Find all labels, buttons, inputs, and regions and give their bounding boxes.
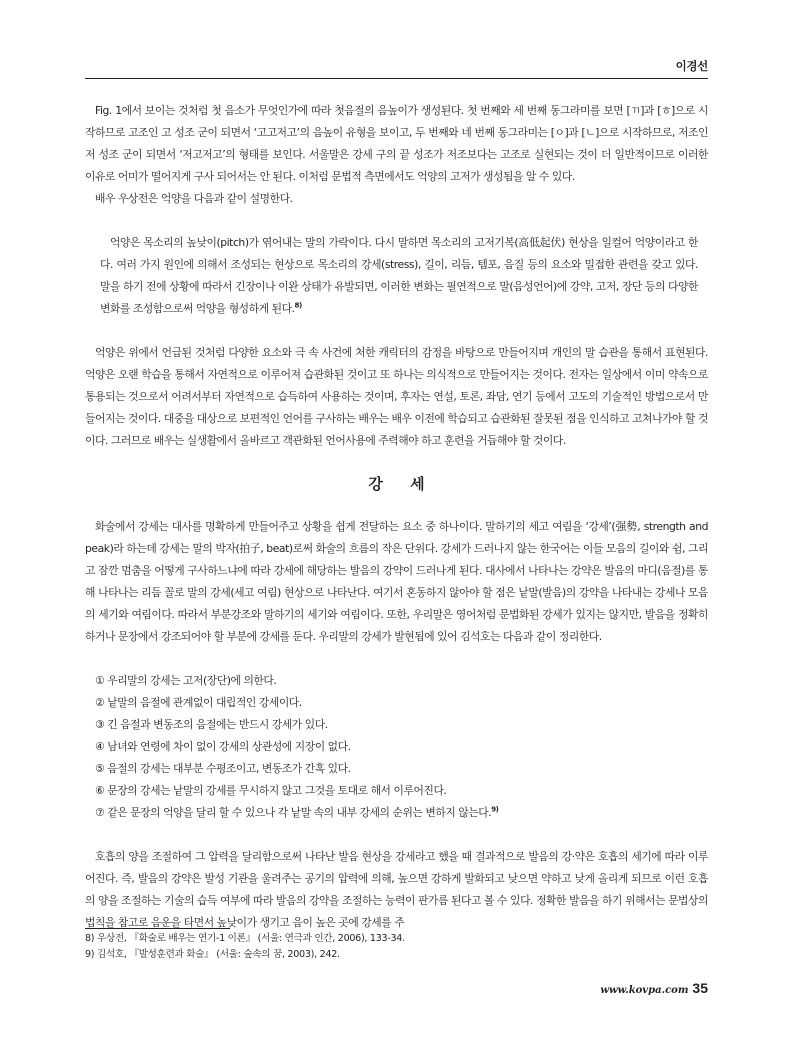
body-paragraph: 호흡의 양을 조절하여 그 압력을 달리함으로써 나타난 발음 현상을 강세라고 했을 때 결과적으로 발음의 강·약은 호흡의 세기에 따라 이루어진다. 즉, 발음의 강약은 발성 기관을 울려주는 공기의 압력에 의해, 높으면 강하게 발화되고 낮으면 약하고 낮게 올리게 되므로 이런 호흡의 양을 조절하는 기술의 습득 여부에 따라 발음의 강약을 조절하는 능력이 판가름 된다고 볼 수 있다. 정확한 발음을 하기 위해서는 문법상의 법칙을 참고로 음운을 타면서 높낮이가 생기고 음이 높은 곳에 강세를 주 xyxy=(85,850,708,929)
body-paragraph: 억양은 위에서 언급된 것처럼 다양한 요소와 극 속 사건에 처한 캐릭터의 감정을 바탕으로 만들어지며 개인의 말 습관을 통해서 표현된다. 억양은 오랜 학습을 통해서 자연적으로 이루어져 습관화된 것이고 또 하나는 의식적으로 만들어지는 것이다. 전자는 일상에서 이미 약속으로 통용되는 것으로서 어려서부터 자연적으로 습득하여 사용하는 것이며, 후자는 연설, 토론, 좌담, 연기 등에서 고도의 기술적인 방법으로서 만들어지는 것이다. 대중을 대상으로 보편적인 언어를 구사하는 배우는 배우 이전에 학습되고 습관화된 잘못된 점을 인식하고 고쳐나가야 할 것이다. 그러므로 배우는 실생활에서 올바르고 객관화된 언어사용에 주력해야 하고 훈련을 거듭해야 할 것이다. xyxy=(85,346,708,447)
numbered-list xyxy=(85,670,708,824)
article-body xyxy=(85,100,708,934)
list-item xyxy=(95,802,708,824)
section-title: 강 세 xyxy=(368,475,425,493)
header-author: 이경선 xyxy=(675,59,708,73)
body-paragraph: Fig. 1에서 보이는 것처럼 첫 음소가 무엇인가에 따라 첫음절의 음높이가 생성된다. 첫 번째와 세 번째 동그라미를 보면 [ㄲ]과 [ㅎ]으로 시작하므로 고조인 고 성조 군이 되면서 ‘고고저고’의 음높이 유형을 보이고, 두 번째와 네 번째 동그라미는 [ㅇ]과 [ㄴ]으로 시작하므로, 저조인 저 성조 군이 되면서 ‘저고저고’의 형태를 보인다. 서울말은 강세 구의 끝 성조가 저조보다는 고조로 실현되는 것이 더 일반적이므로 이러한 이유로 어미가 떨어지게 구사 되어서는 안 된다. 이처럼 문법적 측면에서도 억양의 고저가 생성됨을 알 수 있다. xyxy=(85,104,708,183)
block-quote xyxy=(85,232,708,320)
list-item: ① 우리말의 강세는 고저(장단)에 의한다. xyxy=(95,674,277,687)
list-item: ④ 남녀와 연령에 차이 없이 강세의 상관성에 지장이 없다. xyxy=(95,740,351,753)
footnote-ref: 9) xyxy=(491,805,499,814)
footnote-ref: 8) xyxy=(294,301,302,310)
footer-url: www.kovpa.com xyxy=(600,985,689,996)
list-item: ② 낱말의 음절에 관계없이 대립적인 강세이다. xyxy=(95,696,302,709)
body-paragraph: 배우 우상전은 억양을 다음과 같이 설명한다. xyxy=(95,192,293,205)
page-number: 35 xyxy=(692,980,708,996)
list-item: ③ 긴 음절과 변동조의 음절에는 반드시 강세가 있다. xyxy=(95,718,328,731)
footnote-rule xyxy=(85,928,230,929)
footnote: 8) 우상전, 『화술로 배우는 연기-1 이론』 (서울: 연극과 인간, 2006), 133-34. xyxy=(85,933,405,944)
quote-text: 억양은 목소리의 높낮이(pitch)가 엮어내는 말의 가락이다. 다시 말하면 목소리의 고저기복(高低起伏) 현상을 일컬어 억양이라고 한다. 여러 가지 원인에 의해서 조성되는 현상으로 목소리의 강세(stress), 길이, 리듬, 템포, 음질 등의 요소와 밀접한 관련을 갖고 있다. 말을 하기 전에 상황에 따라서 긴장이나 이완 상태가 유발되면, 이러한 변화는 필연적으로 말(음성언어)에 강약, 고저, 장단 등의 다양한 변화를 조성함으로써 억양을 형성하게 된다. xyxy=(100,236,698,315)
list-item-text: ⑦ 같은 문장의 억양을 달리 할 수 있으나 각 낱말 속의 내부 강세의 순위는 변하지 않는다. xyxy=(95,806,492,819)
footnotes xyxy=(85,928,708,963)
running-header xyxy=(85,56,708,79)
body-paragraph: 화술에서 강세는 대사를 명확하게 만들어주고 상황을 쉽게 전달하는 요소 중 하나이다. 말하기의 세고 여림을 ‘강세’(强勢, strength and peak)라 하는데 강세는 말의 박자(拍子, beat)로써 화술의 흐름의 작은 단위다. 강세가 드러나지 않는 한국어는 이들 모음의 길이와 쉼, 그리고 잠깐 멈춤을 어떻게 구사하느냐에 따라 강세에 해당하는 발음의 강약이 드러나게 된다. 대사에서 나타나는 강약은 발음의 마디(음절)를 통해 나타나는 리듬 꼴로 말의 강세(세고 여림) 현상으로 나타난다. 여기서 혼동하지 않아야 할 점은 낱말(발음)의 강약을 나타내는 강세나 모음의 세기와 여림이다. 따라서 부분강조와 말하기의 세기와 여림이다. 또한, 우리말은 영어처럼 문법화된 강세가 있지는 않지만, 발음을 정확히 하거나 문장에서 강조되어야 할 부분에 강세를 둔다. 우리말의 강세가 발현됨에 있어 김석호는 다음과 같이 정리한다. xyxy=(85,520,708,643)
list-item: ⑥ 문장의 강세는 낱말의 강세를 무시하지 않고 그것을 토대로 해서 이루어진다. xyxy=(95,784,447,797)
page-footer xyxy=(600,978,708,1001)
list-item: ⑤ 음절의 강세는 대부분 수평조이고, 변동조가 간혹 있다. xyxy=(95,762,351,775)
footnote: 9) 김석호, 『발성훈련과 화술』 (서울: 숲속의 꿈, 2003), 242. xyxy=(85,949,340,960)
